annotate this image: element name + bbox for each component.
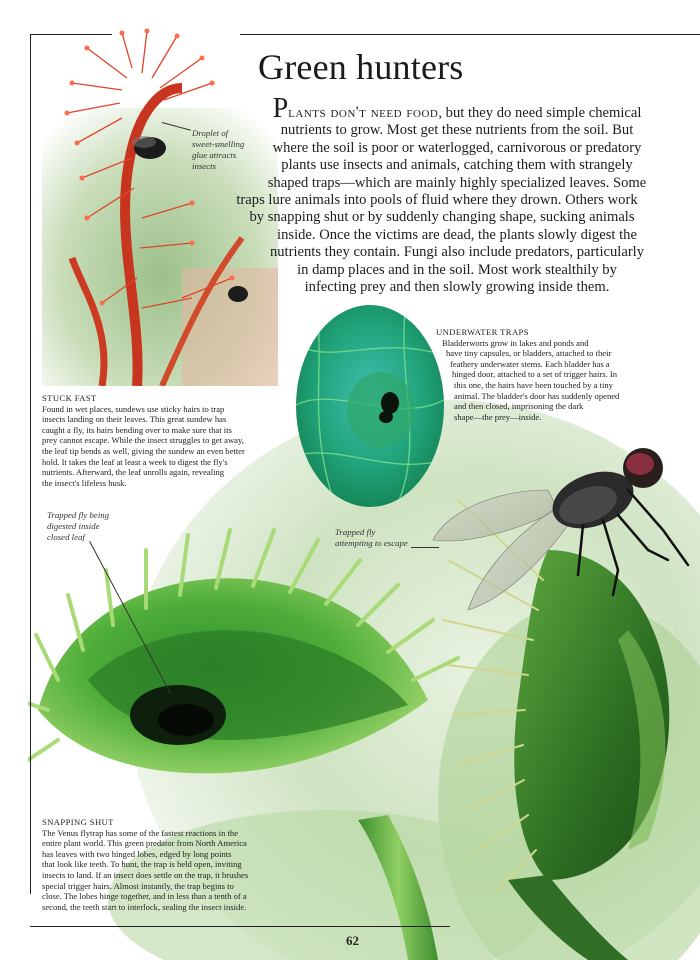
snapping-shut-caption [42,817,342,912]
caption-line: The Venus flytrap has some of the fastest reactions in the [42,827,239,838]
label-line: sweet-smelling [192,139,245,149]
intro-line: plants use insects and animals, catching them with strangely [281,157,633,174]
escape-leader-line [411,547,439,548]
label-line: Droplet of [192,128,229,138]
caption-heading: UNDERWATER TRAPS [436,327,529,337]
label-line: digested inside [47,521,100,531]
caption-line: hinged door, attached to a set of trigger hairs. In [452,369,618,380]
intro-lead: lants don't need food [288,104,439,121]
caption-line: second, the teeth start to interlock, sealing the insect inside. [42,901,247,912]
caption-line: that look like teeth. To hunt, the trap is held open, inviting [42,859,242,870]
underwater-traps-caption [436,327,676,422]
frame-rule-top [30,34,112,35]
caption-line: hold. It takes the leaf at least a week to digest the fly's [42,456,228,467]
frame-rule-left [30,34,31,894]
intro-line: by snapping shut or by suddenly changing shape, sucking animals [249,209,635,226]
page-number: 62 [346,933,359,948]
caption-line: entire plant world. This green predator from North America [42,838,247,849]
caption-line: the leaf tip bends as well, giving the sundew an even better [42,445,245,456]
label-line: glue attracts [192,150,237,160]
intro-line: traps lure animals into pools of fluid where they drown. Others work [236,192,638,209]
trapped-fly-label [47,510,109,543]
intro-line: nutrients they contain. Fungi also include predators, particularly [269,244,645,261]
caption-line: close. The lobes hinge together, and in less than a tenth of a [42,891,247,902]
caption-line: Bladderworts grow in lakes and ponds and [442,337,589,348]
escaping-fly-label [335,527,408,549]
caption-line: insects landing on their leaves. This great sundew has [42,414,227,425]
page-title: Green hunters [258,47,464,87]
caption-line: feathery underwater stems. Each bladder has a [450,358,610,369]
caption-line: insects to land. If an insect does settle on the trap, it brushes [42,869,249,880]
label-line: attempting to escape [335,538,408,548]
frame-rule-bottom [30,926,450,927]
label-line: closed leaf [47,532,85,542]
caption-heading: SNAPPING SHUT [42,817,114,827]
intro-line: in damp places and in the soil. Most work stealthily by [297,261,617,278]
caption-line: the insect's lifeless husk. [42,477,127,488]
intro-line: shaped traps—which are mainly highly specialized leaves. Some [267,174,647,191]
droplet-label [192,128,244,172]
frame-rule-top-right [240,34,700,35]
intro-line: infecting prey and then slowly growing inside them. [304,279,610,296]
caption-heading: STUCK FAST [42,393,97,403]
label-line: Trapped fly being [47,510,110,520]
caption-line: special trigger hairs. Almost instantly, the trap begins to [42,880,234,891]
caption-line: this one, the hairs have been touched by a tiny [454,379,613,390]
intro-line: nutrients to grow. Most get these nutrients from the soil. But [280,122,634,139]
intro-line-text: , but they do need simple chemical [438,105,642,121]
intro-line-1 [232,93,682,124]
stuck-fast-caption [42,393,322,488]
caption-line: have tiny capsules, or bladders, attached to their [446,348,612,359]
caption-line: animal. The bladder's door has suddenly opened [454,390,620,401]
caption-line: Found in wet places, sundews use sticky hairs to trap [42,403,225,414]
intro-line: where the soil is poor or waterlogged, carnivorous or predatory [272,139,642,156]
caption-line: caught a fly, its hairs bending over to make sure that its [42,424,232,435]
intro-paragraph [232,93,682,296]
caption-line: and then closed, imprisoning the dark [454,401,584,412]
caption-line: nutrients. Afterward, the leaf unrolls again, revealing [42,467,225,478]
caption-line: shape—the prey—inside. [454,411,542,422]
label-line: Trapped fly [335,527,376,537]
caption-line: prey cannot escape. While the insect struggles to get away, [42,435,244,446]
label-line: insects [192,161,216,171]
caption-line: has leaves with two hinged lobes, edged by long points [42,848,232,859]
drop-cap: P [272,93,289,124]
intro-line: inside. Once the victims are dead, the plants slowly digest the [277,226,637,243]
